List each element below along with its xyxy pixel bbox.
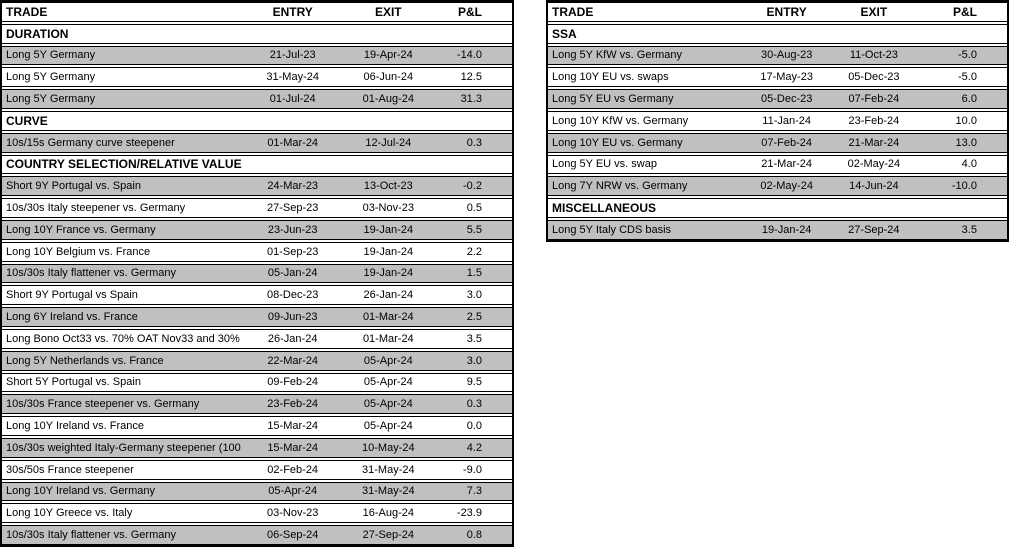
entry-date-cell: 09-Jun-23: [267, 311, 318, 324]
trade-row: [2, 416, 512, 436]
trade-row: [2, 242, 512, 262]
trade-row: [2, 198, 512, 218]
trade-name-cell: Long Bono Oct33 vs. 70% OAT Nov33 and 30%: [6, 332, 240, 345]
trade-row: [2, 307, 512, 327]
trade-name-cell: Short 9Y Portugal vs Spain: [6, 289, 138, 302]
trade-row: [2, 220, 512, 240]
pnl-cell: 3.5: [466, 332, 482, 345]
trade-name-cell: 30s/50s France steepener: [6, 463, 134, 476]
pnl-cell: 13.0: [955, 136, 977, 149]
pnl-cell: -14.0: [456, 49, 482, 62]
entry-date-cell: 22-Mar-24: [267, 354, 319, 367]
entry-column-header: ENTRY: [272, 4, 313, 19]
exit-date-cell: 05-Apr-24: [363, 398, 413, 411]
exit-date-cell: 14-Jun-24: [849, 180, 899, 193]
exit-date-cell: 11-Oct-23: [849, 49, 898, 62]
pnl-cell: 2.5: [466, 311, 482, 324]
pnl-cell: 2.2: [466, 245, 482, 258]
pnl-cell: 12.5: [460, 71, 482, 84]
exit-date-cell: 01-Aug-24: [362, 93, 414, 106]
entry-date-cell: 23-Feb-24: [267, 398, 319, 411]
pnl-cell: -23.9: [456, 507, 482, 520]
exit-date-cell: 27-Sep-24: [848, 223, 900, 236]
trade-row: [548, 133, 1007, 153]
pnl-cell: 0.8: [466, 529, 482, 542]
pnl-cell: -5.0: [958, 71, 977, 84]
trade-row: [2, 67, 512, 87]
trade-name-cell: Long 10Y Ireland vs. France: [6, 420, 144, 433]
pnl-cell: 5.5: [466, 223, 482, 236]
table-header-row: [548, 2, 1007, 22]
exit-date-cell: 31-May-24: [362, 485, 415, 498]
entry-date-cell: 17-May-23: [760, 71, 813, 84]
trade-column-header: TRADE: [6, 4, 48, 19]
trade-row: [2, 394, 512, 414]
trade-table-right: [546, 0, 1009, 242]
trade-name-cell: Long 5Y Germany: [6, 49, 96, 62]
trade-row: [548, 67, 1007, 87]
pnl-cell: 4.2: [466, 441, 482, 454]
entry-date-cell: 05-Dec-23: [760, 93, 813, 106]
entry-date-cell: 03-Nov-23: [267, 507, 319, 520]
trade-row: [2, 351, 512, 371]
entry-date-cell: 06-Sep-24: [267, 529, 319, 542]
pnl-cell: -5.0: [958, 49, 977, 62]
exit-date-cell: 21-Mar-24: [848, 136, 900, 149]
trade-row: [548, 89, 1007, 109]
entry-date-cell: 08-Dec-23: [267, 289, 319, 302]
trade-name-cell: 10s/30s weighted Italy-Germany steepener (100: [6, 441, 241, 454]
exit-date-cell: 01-Mar-24: [362, 332, 414, 345]
section-header-row: [2, 155, 512, 175]
section-header-row: [548, 24, 1007, 44]
trade-name-cell: Long 10Y EU vs. swaps: [552, 71, 669, 84]
pnl-cell: 3.0: [466, 289, 482, 302]
exit-date-cell: 02-May-24: [847, 158, 901, 171]
pnl-cell: 0.5: [466, 202, 482, 215]
entry-date-cell: 31-May-24: [266, 71, 319, 84]
entry-date-cell: 21-Jul-23: [269, 49, 316, 62]
section-title: MISCELLANEOUS: [552, 201, 657, 216]
trade-name-cell: Long 10Y EU vs. Germany: [552, 136, 683, 149]
exit-column-header: EXIT: [860, 4, 888, 19]
trade-row: [2, 503, 512, 523]
entry-date-cell: 15-Mar-24: [267, 441, 319, 454]
exit-date-cell: 27-Sep-24: [362, 529, 414, 542]
entry-column-header: ENTRY: [766, 4, 807, 19]
trade-name-cell: Long 10Y KfW vs. Germany: [552, 114, 689, 127]
exit-date-cell: 19-Jan-24: [363, 245, 414, 258]
exit-date-cell: 05-Apr-24: [363, 420, 413, 433]
pnl-cell: 0.3: [466, 136, 482, 149]
trade-row: [2, 329, 512, 349]
trade-name-cell: 10s/30s Italy flattener vs. Germany: [6, 267, 176, 280]
trade-row: [2, 460, 512, 480]
entry-date-cell: 24-Mar-23: [267, 180, 319, 193]
entry-date-cell: 27-Sep-23: [267, 202, 319, 215]
pnl-column-header: P&L: [952, 4, 977, 19]
entry-date-cell: 01-Sep-23: [267, 245, 319, 258]
trade-name-cell: Long 5Y EU vs. swap: [552, 158, 657, 171]
trade-row: [2, 89, 512, 109]
exit-date-cell: 31-May-24: [362, 463, 415, 476]
section-title: SSA: [552, 26, 577, 41]
entry-date-cell: 02-Feb-24: [267, 463, 319, 476]
trade-name-cell: 10s/15s Germany curve steepener: [6, 136, 175, 149]
pnl-cell: 0.3: [466, 398, 482, 411]
trade-column-header: TRADE: [552, 4, 594, 19]
entry-date-cell: 15-Mar-24: [267, 420, 319, 433]
entry-date-cell: 21-Mar-24: [761, 158, 813, 171]
entry-date-cell: 01-Mar-24: [267, 136, 319, 149]
trade-row: [2, 133, 512, 153]
trade-name-cell: 10s/30s France steepener vs. Germany: [6, 398, 200, 411]
exit-date-cell: 19-Jan-24: [363, 267, 414, 280]
exit-date-cell: 03-Nov-23: [362, 202, 414, 215]
trade-row: [2, 264, 512, 284]
exit-date-cell: 12-Jul-24: [365, 136, 412, 149]
entry-date-cell: 05-Jan-24: [267, 267, 318, 280]
trade-name-cell: Long 5Y Germany: [6, 93, 96, 106]
trade-row: [548, 155, 1007, 175]
pnl-cell: 9.5: [466, 376, 482, 389]
section-title: COUNTRY SELECTION/RELATIVE VALUE: [6, 157, 242, 172]
trade-row: [548, 46, 1007, 66]
exit-date-cell: 19-Jan-24: [363, 223, 414, 236]
exit-date-cell: 10-May-24: [362, 441, 415, 454]
entry-date-cell: 26-Jan-24: [267, 332, 318, 345]
trade-name-cell: Long 5Y KfW vs. Germany: [552, 49, 683, 62]
trade-name-cell: Long 10Y France vs. Germany: [6, 223, 156, 236]
trade-row: [2, 176, 512, 196]
exit-date-cell: 19-Apr-24: [363, 49, 413, 62]
pnl-cell: -9.0: [463, 463, 482, 476]
pnl-cell: 10.0: [955, 114, 977, 127]
entry-date-cell: 01-Jul-24: [269, 93, 316, 106]
trade-row: [548, 220, 1007, 240]
trade-name-cell: Long 7Y NRW vs. Germany: [552, 180, 688, 193]
exit-date-cell: 05-Apr-24: [363, 354, 413, 367]
table-header-row: [2, 2, 512, 22]
entry-date-cell: 09-Feb-24: [267, 376, 319, 389]
trade-name-cell: Long 5Y Netherlands vs. France: [6, 354, 164, 367]
exit-date-cell: 05-Apr-24: [363, 376, 413, 389]
trade-row: [2, 285, 512, 305]
trade-name-cell: Long 10Y Greece vs. Italy: [6, 507, 133, 520]
trade-name-cell: 10s/30s Italy steepener vs. Germany: [6, 202, 186, 215]
entry-date-cell: 05-Apr-24: [268, 485, 318, 498]
pnl-cell: 3.0: [466, 354, 482, 367]
section-header-row: [2, 24, 512, 44]
trade-row: [548, 111, 1007, 131]
trade-name-cell: Short 9Y Portugal vs. Spain: [6, 180, 141, 193]
pnl-cell: -0.2: [463, 180, 482, 193]
trade-name-cell: Short 5Y Portugal vs. Spain: [6, 376, 141, 389]
pnl-cell: 31.3: [460, 93, 482, 106]
exit-date-cell: 26-Jan-24: [363, 289, 414, 302]
exit-date-cell: 05-Dec-23: [848, 71, 900, 84]
trade-name-cell: Long 5Y Germany: [6, 71, 96, 84]
exit-date-cell: 07-Feb-24: [848, 93, 900, 106]
trade-name-cell: Long 5Y EU vs Germany: [552, 93, 674, 106]
pnl-cell: -10.0: [951, 180, 977, 193]
entry-date-cell: 02-May-24: [760, 180, 813, 193]
section-header-row: [548, 198, 1007, 218]
trade-name-cell: Long 5Y Italy CDS basis: [552, 223, 672, 236]
trade-name-cell: Long 10Y Belgium vs. France: [6, 245, 151, 258]
trade-row: [2, 482, 512, 502]
pnl-cell: 3.5: [961, 223, 977, 236]
entry-date-cell: 11-Jan-24: [762, 114, 812, 127]
entry-date-cell: 07-Feb-24: [761, 136, 813, 149]
trade-row: [2, 46, 512, 66]
pnl-cell: 4.0: [961, 158, 977, 171]
exit-date-cell: 23-Feb-24: [848, 114, 900, 127]
section-title: CURVE: [6, 113, 48, 128]
trade-name-cell: 10s/30s Italy flattener vs. Germany: [6, 529, 176, 542]
trade-row: [2, 373, 512, 393]
pnl-cell: 0.0: [466, 420, 482, 433]
exit-column-header: EXIT: [374, 4, 402, 19]
entry-date-cell: 23-Jun-23: [267, 223, 318, 236]
exit-date-cell: 06-Jun-24: [363, 71, 414, 84]
pnl-column-header: P&L: [457, 4, 482, 19]
entry-date-cell: 30-Aug-23: [760, 49, 813, 62]
trade-row: [548, 176, 1007, 196]
trade-name-cell: Long 10Y Ireland vs. Germany: [6, 485, 155, 498]
trade-name-cell: Long 6Y Ireland vs. France: [6, 311, 138, 324]
entry-date-cell: 19-Jan-24: [761, 223, 812, 236]
section-header-row: [2, 111, 512, 131]
section-title: DURATION: [6, 26, 69, 41]
pnl-cell: 1.5: [466, 267, 482, 280]
exit-date-cell: 13-Oct-23: [363, 180, 413, 193]
trade-row: [2, 438, 512, 458]
exit-date-cell: 16-Aug-24: [362, 507, 414, 520]
pnl-cell: 7.3: [466, 485, 482, 498]
exit-date-cell: 01-Mar-24: [362, 311, 414, 324]
pnl-cell: 6.0: [961, 93, 977, 106]
trade-row: [2, 525, 512, 545]
